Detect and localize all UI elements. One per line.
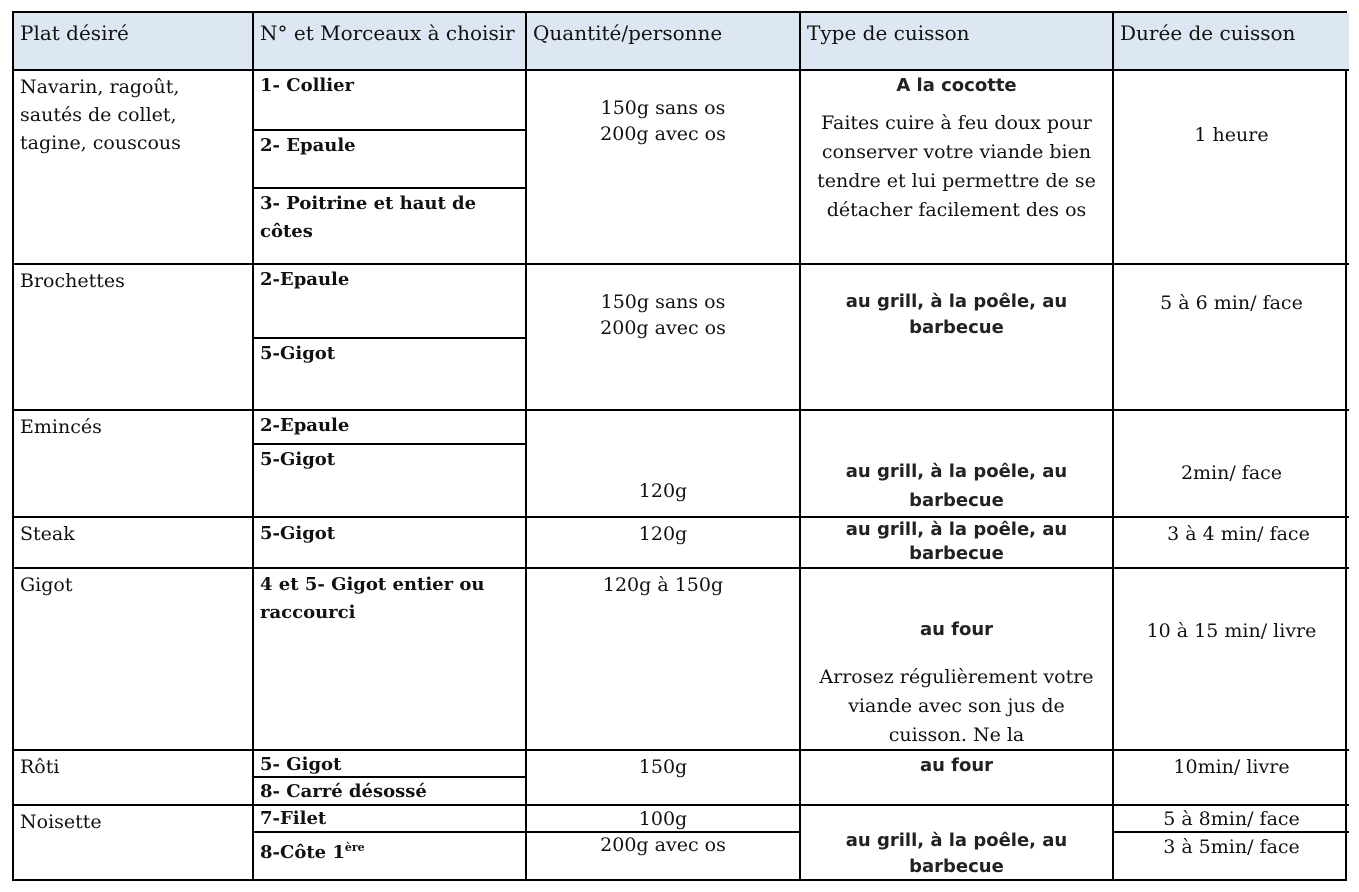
quantite-line: 150g sans os	[600, 97, 726, 119]
row-quantite	[527, 411, 801, 518]
row-morceaux	[254, 411, 527, 518]
row-duree	[1114, 806, 1349, 881]
morceau-item: 2-Epaule	[254, 265, 525, 339]
row-plat: Steak	[14, 518, 254, 569]
cuisson-title: au grill, à la poêle, au barbecue	[845, 291, 1068, 338]
cooking-table-page	[12, 11, 1347, 881]
cooking-table	[12, 11, 1347, 881]
row-quantite	[527, 518, 801, 569]
row-duree: 1 heure	[1114, 71, 1349, 265]
morceau-item: 2-Epaule	[254, 411, 525, 445]
morceau-item: 4 et 5- Gigot entier ou raccourci	[260, 574, 485, 623]
quantite-line: 150g sans os	[600, 291, 726, 313]
header-morceaux: N° et Morceaux à choisir	[254, 13, 527, 71]
morceau-item: 5-Gigot	[260, 523, 336, 544]
morceau-item: 8- Carré désossé	[260, 781, 427, 802]
row-duree: 10 à 15 min/ livre	[1114, 569, 1349, 751]
row-morceaux	[254, 569, 527, 751]
morceau-item: 1- Collier	[254, 71, 525, 131]
quantite-line: 120g	[638, 480, 688, 502]
morceau-item: 7-Filet	[254, 806, 525, 833]
row-morceaux	[254, 71, 527, 265]
row-duree: 2min/ face	[1114, 411, 1349, 518]
row-quantite	[527, 265, 801, 411]
cuisson-note: Faites cuire à feu doux pour conserver votre viande bien tendre et lui permettre de se détacher facilement des os	[817, 112, 1096, 221]
cuisson-title: au grill, à la poêle, au barbecue	[845, 519, 1068, 564]
row-morceaux	[254, 518, 527, 569]
row-quantite	[527, 751, 801, 806]
row-plat: Emincés	[14, 411, 254, 518]
row-cuisson	[801, 569, 1114, 751]
row-morceaux	[254, 806, 527, 881]
cuisson-title: A la cocotte	[896, 75, 1017, 96]
row-morceaux	[254, 751, 527, 806]
quantite-line: 120g à 150g	[602, 574, 724, 596]
row-cuisson	[801, 411, 1114, 518]
morceau-text: 8-Côte 1	[260, 842, 345, 863]
row-cuisson	[801, 751, 1114, 806]
row-cuisson	[801, 806, 1114, 881]
morceau-item: 2- Epaule	[254, 131, 525, 189]
morceau-item: 5-Gigot	[260, 449, 336, 470]
cuisson-title: au four	[919, 619, 994, 640]
cuisson-title: au grill, à la poêle, au barbecue	[845, 830, 1068, 877]
row-quantite	[527, 806, 801, 881]
row-quantite	[527, 569, 801, 751]
row-cuisson	[801, 71, 1114, 265]
row-morceaux	[254, 265, 527, 411]
row-cuisson	[801, 518, 1114, 569]
header-plat: Plat désiré	[14, 13, 254, 71]
cuisson-title: au grill, à la poêle, au barbecue	[845, 461, 1068, 511]
row-duree: 10min/ livre	[1114, 751, 1349, 806]
morceau-item: 5- Gigot	[254, 751, 525, 778]
cuisson-title: au four	[919, 755, 994, 776]
quantite-line: 200g avec os	[600, 834, 726, 856]
row-quantite	[527, 71, 801, 265]
row-plat: Gigot	[14, 569, 254, 751]
header-quantite: Quantité/personne	[527, 13, 801, 71]
row-duree: 3 à 4 min/ face	[1114, 518, 1349, 569]
row-cuisson	[801, 265, 1114, 411]
quantite-line: 200g avec os	[600, 317, 726, 339]
row-plat: Noisette	[14, 806, 254, 881]
morceau-item: 3- Poitrine et haut de côtes	[260, 193, 477, 242]
row-plat: Rôti	[14, 751, 254, 806]
morceau-superscript: ère	[344, 841, 365, 854]
row-plat: Navarin, ragoût, sautés de collet, tagine, couscous	[14, 71, 254, 265]
quantite-line: 150g	[638, 756, 688, 778]
cuisson-note: Arrosez régulièrement votre viande avec son jus de cuisson. Ne la	[819, 666, 1094, 746]
duree-line: 3 à 5min/ face	[1163, 836, 1300, 858]
morceau-item	[254, 833, 525, 881]
morceau-item: 5-Gigot	[260, 343, 336, 364]
header-duree: Durée de cuisson	[1114, 13, 1349, 71]
quantite-line: 200g avec os	[600, 123, 726, 145]
row-plat: Brochettes	[14, 265, 254, 411]
row-duree: 5 à 6 min/ face	[1114, 265, 1349, 411]
header-cuisson: Type de cuisson	[801, 13, 1114, 71]
quantite-line: 100g	[527, 806, 799, 833]
quantite-line: 120g	[638, 523, 688, 545]
duree-line: 5 à 8min/ face	[1114, 806, 1349, 833]
